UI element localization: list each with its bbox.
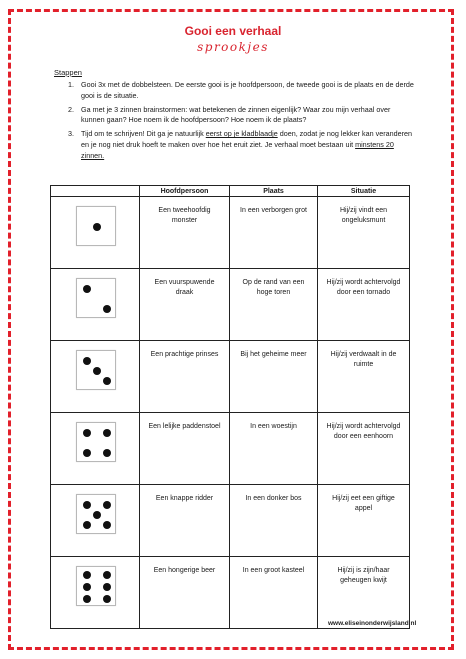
cell-hoofdpersoon: Een lelijke paddenstoel — [140, 413, 230, 485]
die-pip — [103, 583, 111, 591]
cell-hoofdpersoon: Een knappe ridder — [140, 485, 230, 557]
page-title: Gooi een verhaal — [184, 24, 282, 38]
table-row — [51, 341, 410, 413]
cell-situatie: Hij/zij wordt achtervolgd door een tornado — [318, 269, 410, 341]
step-text — [81, 129, 412, 159]
page-subtitle: sprookjes — [197, 40, 269, 54]
die-pip — [103, 595, 111, 603]
cell-plaats: Op de rand van een hoge toren — [230, 269, 318, 341]
table-row — [51, 557, 410, 629]
die-four-icon — [76, 422, 116, 462]
cell-situatie: Hij/zij wordt achtervolgd door een eenhoorn — [318, 413, 410, 485]
cell-situatie: Hij/zij is zijn/haar geheugen kwijt — [318, 557, 410, 629]
cell-plaats: Bij het geheime meer — [230, 341, 318, 413]
step-text-part: doen, zodat je nog lekker kan veranderen en je nog niet druk hoeft te maken over hoe het eruit ziet. Je verhaal moet bestaan uit — [81, 129, 412, 149]
step-text-underlined: minstens 20 zinnen. — [81, 139, 394, 160]
die-cell — [51, 197, 140, 269]
website-footer: www.eliseinonderwijsland.nl — [328, 620, 417, 627]
cell-hoofdpersoon: Een prachtige prinses — [140, 341, 230, 413]
cell-hoofdpersoon: Een vuurspuwende draak — [140, 269, 230, 341]
die-pip — [103, 449, 111, 457]
die-pip — [83, 521, 91, 529]
die-pip — [83, 285, 91, 293]
die-pip — [93, 511, 101, 519]
die-cell — [51, 341, 140, 413]
die-pip — [83, 583, 91, 591]
step-text: Ga met je 3 zinnen brainstormen: wat betekenen de zinnen eigenlijk? Waar zou mijn verhaal over kunnen gaan? Hoe noem ik de hoofdpersoon? Hoe noem ik de plaats? — [81, 104, 391, 125]
header-situatie: Situatie — [318, 186, 410, 197]
step-item — [54, 105, 414, 126]
die-pip — [103, 571, 111, 579]
table-row — [51, 485, 410, 557]
die-cell — [51, 485, 140, 557]
table-row — [51, 197, 410, 269]
die-one-icon — [76, 206, 116, 246]
cell-situatie: Hij/zij eet een giftige appel — [318, 485, 410, 557]
cell-plaats: In een donker bos — [230, 485, 318, 557]
story-dice-table — [50, 185, 410, 629]
step-number: 2. — [68, 104, 74, 114]
cell-hoofdpersoon: Een hongerige beer — [140, 557, 230, 629]
step-number: 3. — [68, 129, 74, 139]
die-pip — [93, 367, 101, 375]
die-two-icon — [76, 278, 116, 318]
die-pip — [103, 501, 111, 509]
die-six-icon — [76, 566, 116, 606]
die-pip — [83, 595, 91, 603]
die-pip — [83, 501, 91, 509]
step-number: 1. — [68, 80, 74, 89]
steps-heading: Stappen — [54, 68, 82, 77]
step-text-part: Tijd om te schrijven! Dit ga je natuurlijk — [81, 129, 206, 139]
die-pip — [83, 357, 91, 365]
die-cell — [51, 413, 140, 485]
header-hoofdpersoon: Hoofdpersoon — [140, 186, 230, 197]
cell-situatie: Hij/zij verdwaalt in de ruimte — [318, 341, 410, 413]
die-pip — [103, 305, 111, 313]
die-five-icon — [76, 494, 116, 534]
step-item — [54, 129, 414, 161]
die-pip — [93, 223, 101, 231]
die-pip — [83, 571, 91, 579]
header-die — [51, 186, 140, 197]
die-cell — [51, 557, 140, 629]
step-item — [54, 80, 414, 101]
table-row — [51, 413, 410, 485]
cell-situatie: Hij/zij vindt een ongeluksmunt — [318, 197, 410, 269]
cell-plaats: In een verborgen grot — [230, 197, 318, 269]
die-pip — [103, 429, 111, 437]
die-cell — [51, 269, 140, 341]
step-text-underlined: eerst op je kladblaadje — [205, 129, 278, 139]
die-pip — [103, 377, 111, 385]
header-plaats: Plaats — [230, 186, 318, 197]
steps-list — [54, 80, 414, 165]
step-text: Gooi 3x met de dobbelsteen. De eerste gooi is je hoofdpersoon, de tweede gooi is de plaats en de derde gooi is de situatie. — [81, 80, 414, 100]
table-header-row — [51, 186, 410, 197]
cell-plaats: In een groot kasteel — [230, 557, 318, 629]
cell-hoofdpersoon: Een tweehoofdig monster — [140, 197, 230, 269]
die-pip — [83, 449, 91, 457]
die-pip — [103, 521, 111, 529]
die-pip — [83, 429, 91, 437]
cell-plaats: In een woestijn — [230, 413, 318, 485]
table-row — [51, 269, 410, 341]
die-three-icon — [76, 350, 116, 390]
